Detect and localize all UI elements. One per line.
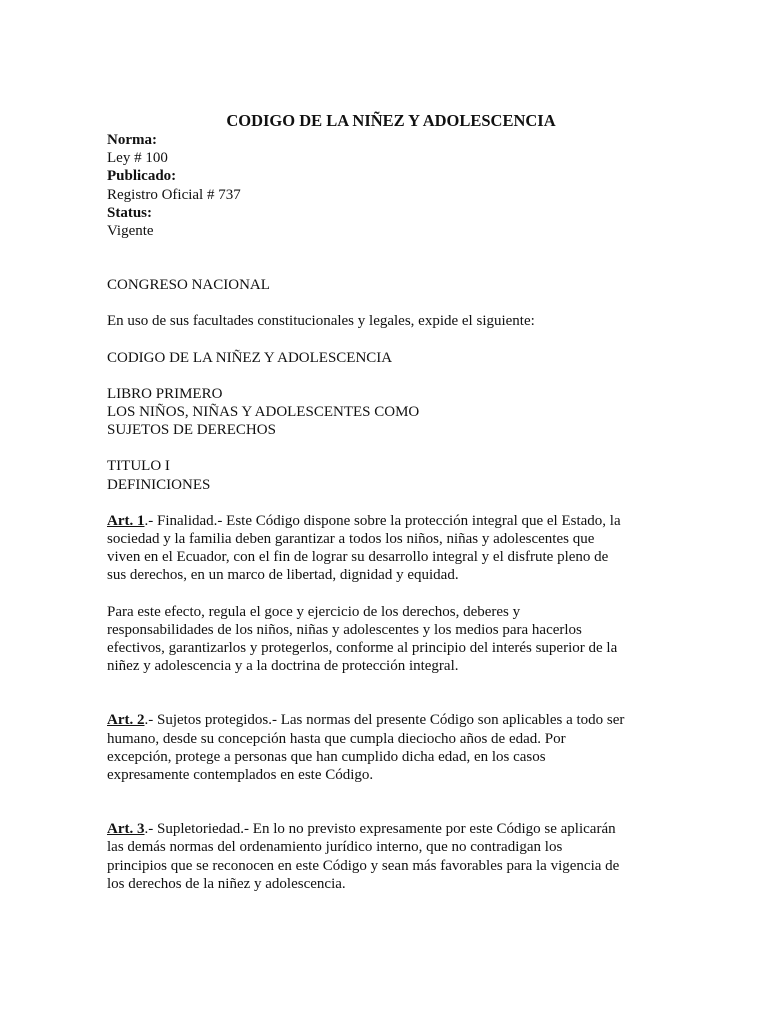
article-line: viven en el Ecuador, con el fin de lograr su desarrollo integral y el disfrute pleno de (107, 549, 609, 566)
libro-line: LIBRO PRIMERO (107, 385, 223, 402)
preamble-text: En uso de sus facultades constitucionales y legales, expide el siguiente: (107, 313, 535, 330)
congreso-heading: CONGRESO NACIONAL (107, 277, 270, 294)
document-title: CODIGO DE LA NIÑEZ Y ADOLESCENCIA (226, 111, 556, 130)
article-3 (107, 820, 667, 893)
libro-line: SUJETOS DE DERECHOS (107, 422, 276, 439)
publicado-label: Publicado: (107, 168, 177, 185)
article-line: expresamente contemplados en este Código. (107, 767, 374, 784)
article-line (107, 512, 667, 530)
article-line (107, 711, 667, 729)
article-1 (107, 512, 667, 676)
article-number: Art. 1 (107, 512, 145, 529)
code-name-heading: CODIGO DE LA NIÑEZ Y ADOLESCENCIA (107, 349, 393, 366)
article-line: los derechos de la niñez y adolescencia. (107, 875, 346, 892)
article-line: humano, desde su concepción hasta que cumpla dieciocho años de edad. Por (107, 730, 566, 747)
article-line: sus derechos, en un marco de libertad, dignidad y equidad. (107, 567, 459, 584)
article-line: las demás normas del ordenamiento jurídico interno, que no contradigan los (107, 839, 563, 856)
norma-value: Ley # 100 (107, 150, 168, 167)
article-line: responsabilidades de los niños, niñas y adolescentes y los medios para hacerlos (107, 621, 582, 638)
document-metadata (107, 131, 667, 240)
status-value: Vigente (107, 223, 154, 240)
article-line: sociedad y la familia deben garantizar a todos los niños, niñas y adolescentes que (107, 531, 595, 548)
titulo-line: TITULO I (107, 458, 170, 475)
article-line: excepción, protege a personas que han cumplido dicha edad, en los casos (107, 748, 546, 765)
titulo-line: DEFINICIONES (107, 476, 211, 493)
article-text: .- Finalidad.- Este Código dispone sobre la protección integral que el Estado, la (144, 512, 621, 529)
article-2 (107, 711, 667, 784)
status-label: Status: (107, 204, 153, 221)
libro-heading (107, 385, 667, 440)
article-number: Art. 2 (107, 712, 145, 729)
titulo-heading (107, 457, 667, 493)
article-text: .- Sujetos protegidos.- Las normas del presente Código son aplicables a todo ser (144, 712, 625, 729)
article-line: efectivos, garantizarlos y protegerlos, conforme al principio del interés superior de la (107, 640, 618, 657)
libro-line: LOS NIÑOS, NIÑAS Y ADOLESCENTES COMO (107, 404, 420, 421)
article-line (107, 820, 667, 838)
article-line: Para este efecto, regula el goce y ejercicio de los derechos, deberes y (107, 603, 521, 620)
article-text: .- Supletoriedad.- En lo no previsto expresamente por este Código se aplicarán (144, 821, 616, 838)
article-line: principios que se reconocen en este Código y sean más favorables para la vigencia de (107, 857, 620, 874)
document-page (107, 111, 667, 893)
norma-label: Norma: (107, 132, 157, 148)
article-line: niñez y adolescencia y a la doctrina de protección integral. (107, 658, 459, 675)
publicado-value: Registro Oficial # 737 (107, 186, 241, 203)
article-number: Art. 3 (107, 821, 145, 838)
